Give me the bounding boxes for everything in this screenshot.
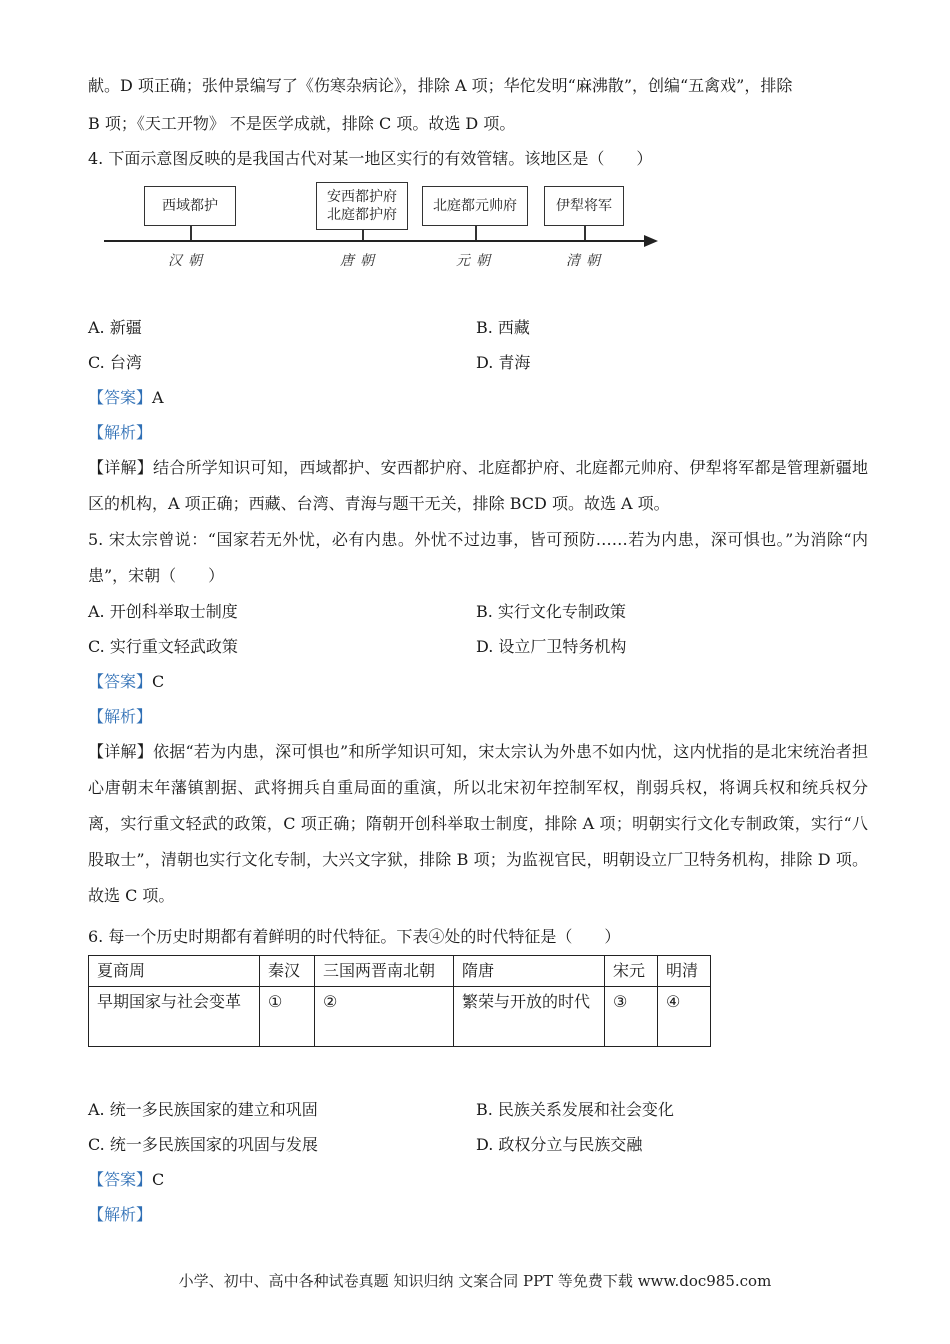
q4-stem: 4. 下面示意图反映的是我国古代对某一地区实行的有效管辖。该地区是（ ）: [88, 149, 653, 168]
timeline-arrow-icon: [644, 235, 658, 247]
q4-answer: [88, 388, 164, 408]
page-footer: 小学、初中、高中各种试卷真题 知识归纳 文案合同 PPT 等免费下载 www.doc985.com: [178, 1272, 772, 1290]
answer-tag: 【答案】: [88, 388, 153, 407]
q6-answer: [88, 1170, 164, 1190]
q4-option-c: C. 台湾: [88, 353, 142, 372]
answer-tag: 【答案】: [88, 672, 153, 691]
q4-analysis-tag: 【解析】: [88, 423, 153, 442]
prev-answer-line-1: 献。D 项正确；张仲景编写了《伤寒杂病论》，排除 A 项；华佗发明“麻沸散”，创编“五禽戏”，排除: [88, 76, 793, 95]
table-cell: ②: [315, 987, 454, 1047]
q5-option-b: B. 实行文化专制政策: [476, 602, 626, 621]
q5-answer: [88, 672, 164, 692]
table-cell: 繁荣与开放的时代: [454, 987, 605, 1047]
tick-yuan: [475, 226, 477, 240]
era-yuan: 元朝: [456, 253, 496, 269]
tick-han: [190, 226, 192, 240]
table-cell: ④: [658, 987, 711, 1047]
timeline-axis: [104, 240, 644, 242]
q6-era-table: [88, 955, 711, 1047]
tick-tang: [362, 230, 364, 240]
prev-answer-line-2: B 项；《天工开物》 不是医学成就，排除 C 项。故选 D 项。: [88, 114, 516, 133]
box-xiyu-duhu: 西域都护: [144, 186, 236, 226]
q6-analysis-tag: 【解析】: [88, 1205, 153, 1224]
table-header-row: [89, 956, 711, 987]
q5-detail: [88, 734, 868, 914]
q5-option-c: C. 实行重文轻武政策: [88, 637, 238, 656]
q5-analysis-tag: 【解析】: [88, 707, 153, 726]
detail-tag: 【详解】: [88, 742, 153, 761]
era-han: 汉朝: [168, 253, 208, 269]
table-cell: ①: [260, 987, 315, 1047]
table-header-cell: 三国两晋南北朝: [315, 956, 454, 987]
q4-timeline-diagram: [96, 178, 676, 278]
tick-qing: [584, 226, 586, 240]
q5-detail-text: 依据“若为内患，深可惧也”和所学知识可知，宋太宗认为外患不如内忧，这内忧指的是北宋统治者担心唐朝末年藩镇割据、武将拥兵自重局面的重演，所以北宋初年控制军权，削弱兵权，将调兵权和统兵权分离，实行重文轻武的政策，C 项正确；隋朝开创科举取士制度，排除 A 项；明朝实行文化专制政策，实行“八股取士”，清朝也实行文化专制，大兴文字狱，排除 B 项；为监视官民，明朝设立厂卫特务机构，排除 D 项。故选 C 项。: [88, 742, 868, 905]
q4-answer-value: A: [152, 388, 164, 407]
table-header-cell: 秦汉: [260, 956, 315, 987]
table-header-cell: 隋唐: [454, 956, 605, 987]
box-beiting-yuanshuaifu: 北庭都元帅府: [422, 186, 528, 226]
q6-option-b: B. 民族关系发展和社会变化: [476, 1100, 674, 1119]
q6-stem: 6. 每一个历史时期都有着鲜明的时代特征。下表④处的时代特征是（ ）: [88, 927, 621, 946]
table-cell: 早期国家与社会变革: [89, 987, 260, 1047]
q5-stem: 5. 宋太宗曾说：“国家若无外忧，必有内患。外忧不过边事，皆可预防……若为内患，深可惧也。”为消除“内患”，宋朝（ ）: [88, 530, 868, 585]
q4-detail-text: 结合所学知识可知，西域都护、安西都护府、北庭都护府、北庭都元帅府、伊犁将军都是管理新疆地区的机构，A 项正确；西藏、台湾、青海与题干无关，排除 BCD 项。故选 A 项。: [88, 458, 868, 513]
q4-option-d: D. 青海: [476, 353, 531, 372]
q5-option-d: D. 设立厂卫特务机构: [476, 637, 627, 656]
era-qing: 清朝: [566, 253, 606, 269]
table-row: [89, 987, 711, 1047]
table-header-cell: 明清: [658, 956, 711, 987]
table-cell: ③: [605, 987, 658, 1047]
era-tang: 唐朝: [340, 253, 380, 269]
q4-option-b: B. 西藏: [476, 318, 530, 337]
q5-option-a: A. 开创科举取士制度: [88, 602, 238, 621]
table-header-cell: 夏商周: [89, 956, 260, 987]
box-anxi-beiting: 安西都护府 北庭都护府: [316, 182, 408, 230]
q6-option-a: A. 统一多民族国家的建立和巩固: [88, 1100, 318, 1119]
box-yili-jiangjun: 伊犁将军: [544, 186, 624, 226]
q4-option-a: A. 新疆: [88, 318, 142, 337]
answer-tag: 【答案】: [88, 1170, 153, 1189]
q6-answer-value: C: [152, 1170, 165, 1189]
table-header-cell: 宋元: [605, 956, 658, 987]
detail-tag: 【详解】: [88, 458, 154, 477]
q6-option-d: D. 政权分立与民族交融: [476, 1135, 643, 1154]
q4-detail: [88, 450, 868, 522]
q6-option-c: C. 统一多民族国家的巩固与发展: [88, 1135, 318, 1154]
q5-answer-value: C: [152, 672, 165, 691]
